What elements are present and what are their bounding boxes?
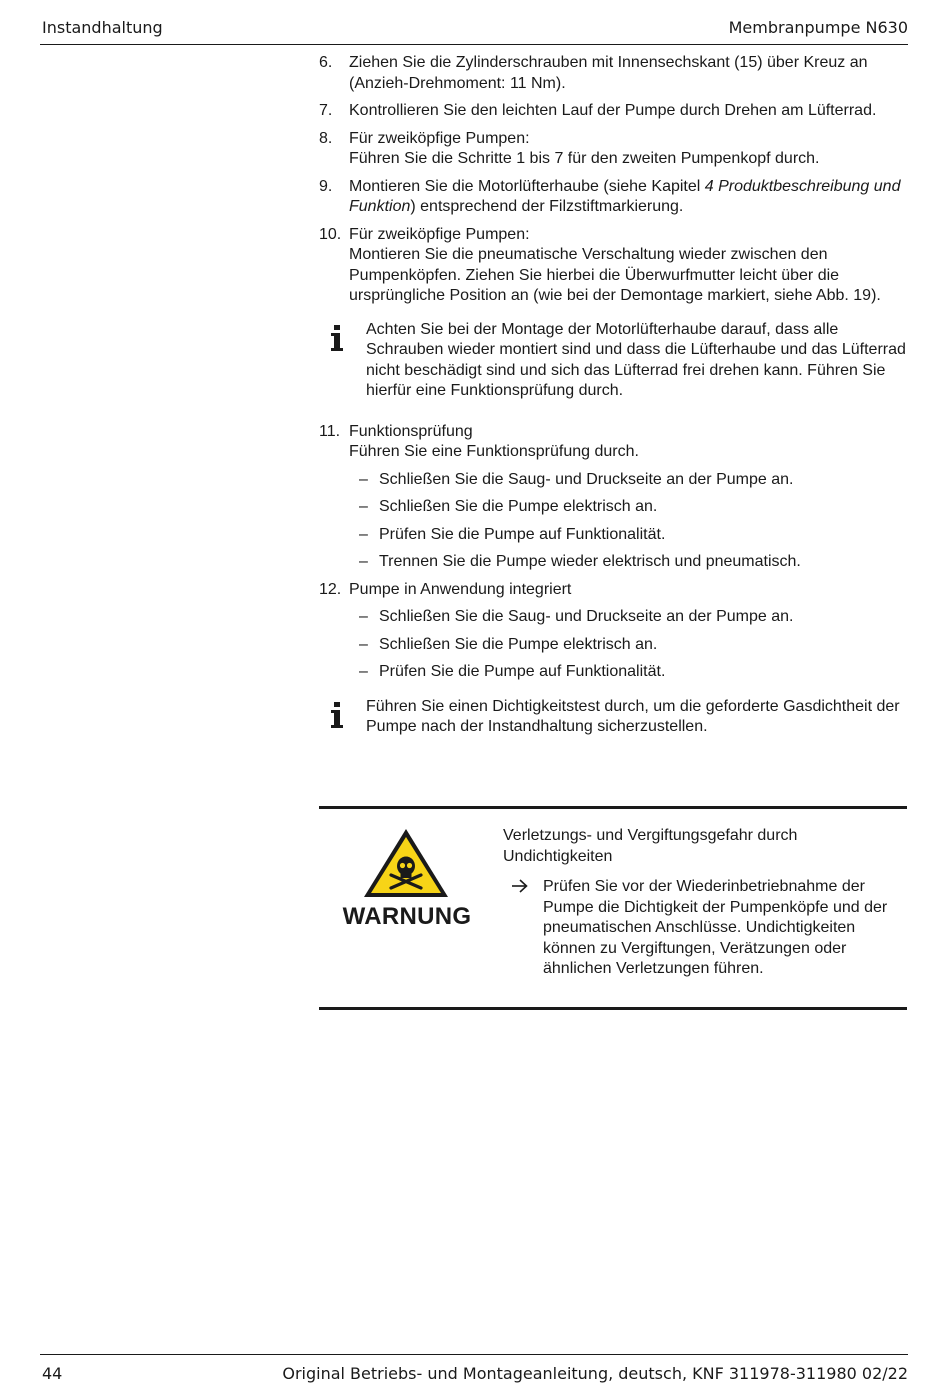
dash-bullet: – <box>359 470 368 488</box>
step-10 <box>319 225 909 307</box>
warning-signal-word: WARNUNG <box>342 903 472 930</box>
step-7 <box>319 101 909 122</box>
chapter-reference: 4 Produktbeschreibung und Funktion <box>349 177 901 215</box>
page-footer <box>40 1354 908 1385</box>
step-text: Kontrollieren Sie den leichten Lauf der Pumpe durch Drehen am Lüfterrad. <box>349 102 877 119</box>
skull-crossbones-icon <box>362 827 450 899</box>
step-11 <box>319 422 909 463</box>
step-heading: Für zweiköpfige Pumpen: <box>349 225 530 243</box>
step-heading: Für zweiköpfige Pumpen: <box>349 129 530 147</box>
dash-bullet: – <box>359 525 368 543</box>
step-heading: Pumpe in Anwendung integriert <box>349 580 572 598</box>
step-9 <box>319 177 909 218</box>
step-12 <box>319 580 909 601</box>
main-content <box>319 53 909 758</box>
step-number: 7. <box>319 102 333 119</box>
step-number: 12. <box>319 580 342 598</box>
step-heading: Funktionsprüfung <box>349 422 473 440</box>
info-note <box>319 697 909 738</box>
step-8 <box>319 129 909 170</box>
substep-text: Schließen Sie die Saug- und Druckseite an der Pumpe an. <box>379 470 794 488</box>
substep <box>319 635 909 656</box>
substep-text: Prüfen Sie die Pumpe auf Funktionalität. <box>379 525 666 543</box>
page-number: 44 <box>42 1364 63 1383</box>
substep <box>319 662 909 683</box>
substep <box>319 497 909 518</box>
substep-text: Prüfen Sie die Pumpe auf Funktionalität. <box>379 663 666 680</box>
substep-text: Schließen Sie die Saug- und Druckseite an der Pumpe an. <box>379 608 794 625</box>
dash-bullet: – <box>359 553 368 570</box>
step-number: 8. <box>319 129 333 147</box>
substep <box>319 470 909 491</box>
step-text-pre: Montieren Sie die Motorlüfterhaube (siehe Kapitel <box>349 177 705 195</box>
dash-bullet: – <box>359 608 368 625</box>
arrow-right-icon <box>511 879 529 893</box>
substep-text: Schließen Sie die Pumpe elektrisch an. <box>379 498 658 515</box>
note-text: Achten Sie bei der Montage der Motorlüfterhaube darauf, dass alle Schrauben wieder montiert sind und dass die Lüfterhaube und das Lüfterrad nicht beschädigt sind und sich das Lüfterrad frei drehen kann. Führen Sie hierfür eine Funktionsprüfung durch. <box>366 320 906 399</box>
substep-text: Schließen Sie die Pumpe elektrisch an. <box>379 635 658 653</box>
step-number: 10. <box>319 225 342 243</box>
header-section-title: Instandhaltung <box>42 18 163 37</box>
substep <box>319 525 909 546</box>
dash-bullet: – <box>359 498 368 515</box>
warning-title: Verletzungs- und Vergiftungsgefahr durch Undichtigkeiten <box>503 827 798 865</box>
step-text: Ziehen Sie die Zylinderschrauben mit Innensechskant (15) über Kreuz an (Anzieh-Drehmoment: 11 Nm). <box>349 54 868 92</box>
substep-text: Trennen Sie die Pumpe wieder elektrisch und pneumatisch. <box>379 553 801 570</box>
header-product-name: Membranpumpe N630 <box>728 18 908 37</box>
warning-box <box>319 806 907 1010</box>
step-text-post: ) entsprechend der Filzstiftmarkierung. <box>410 198 684 215</box>
note-text: Führen Sie einen Dichtigkeitstest durch, um die geforderte Gasdichtheit der Pumpe nach der Instandhaltung sicherzustellen. <box>366 697 900 735</box>
step-number: 6. <box>319 54 333 71</box>
step-text: Montieren Sie die pneumatische Verschaltung wieder zwischen den Pumpenköpfen. Ziehen Sie hierbei die Überwurfmutter leicht über die ursprüngliche Position an (wie bei der Demontage markiert, siehe Abb. 19). <box>349 246 881 304</box>
step-number: 9. <box>319 177 333 195</box>
step-text: Führen Sie die Schritte 1 bis 7 für den zweiten Pumpenkopf durch. <box>349 150 820 167</box>
info-icon <box>331 702 343 728</box>
document-reference: Original Betriebs- und Montageanleitung, deutsch, KNF 311978-311980 02/22 <box>282 1364 908 1383</box>
step-6 <box>319 53 909 94</box>
substep <box>319 607 909 628</box>
dash-bullet: – <box>359 635 368 653</box>
info-note <box>319 320 909 402</box>
step-text: Führen Sie eine Funktionsprüfung durch. <box>349 443 639 460</box>
substep <box>319 552 909 573</box>
warning-action-text: Prüfen Sie vor der Wiederinbetriebnahme der Pumpe die Dichtigkeit der Pumpenköpfe und der pneumatischen Anschlüsse. Undichtigkeiten können zu Vergiftungen, Verätzungen oder ähnlichen Verletzungen führen. <box>543 878 888 977</box>
info-icon <box>331 325 343 351</box>
step-number: 11. <box>319 422 341 440</box>
page-header <box>40 16 908 45</box>
dash-bullet: – <box>359 663 368 680</box>
